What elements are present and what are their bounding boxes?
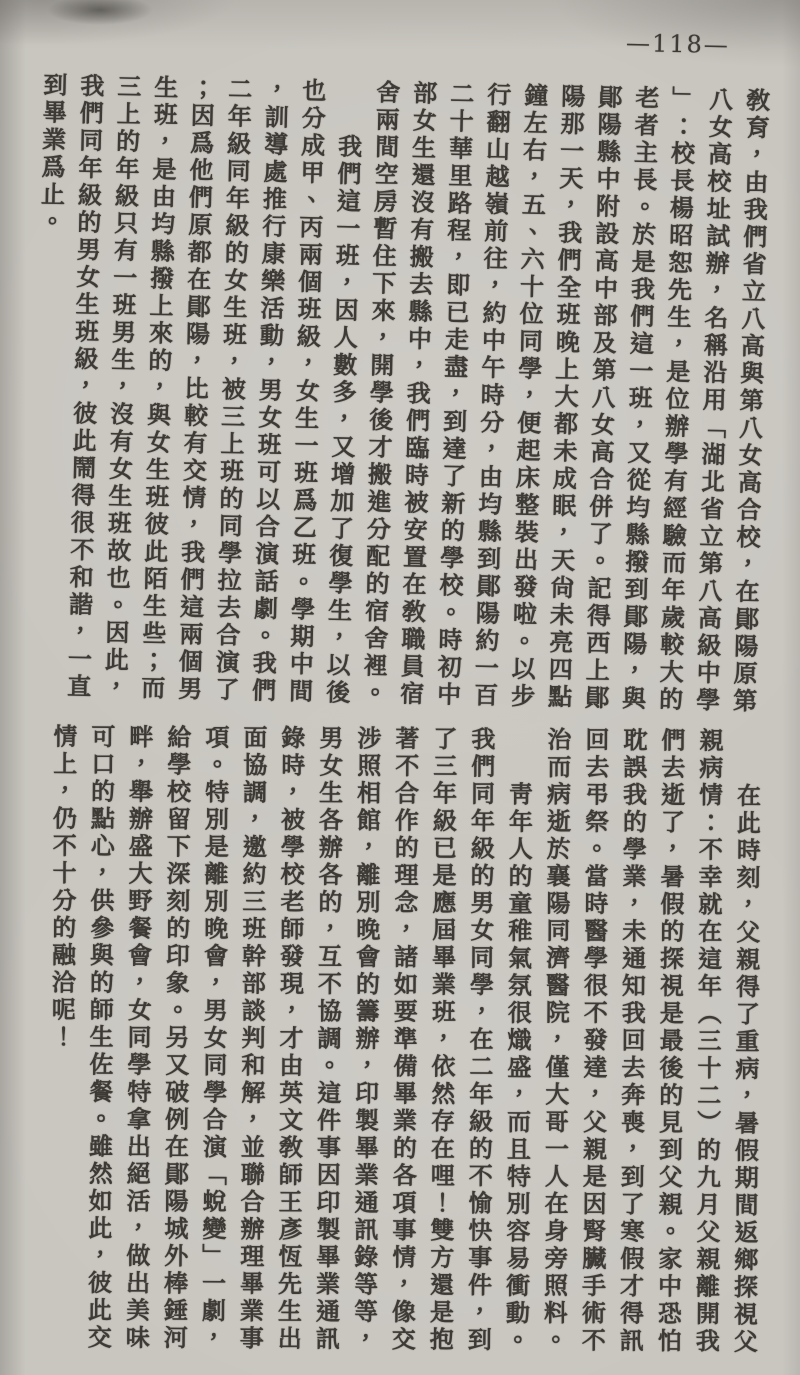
- text-column: 靑年人的童稚氣氛很熾盛，而且特別容易衝動。: [501, 781, 534, 1355]
- text-column: 錄時，被學校老師發現，才由英文敎師王彥恆先生出: [273, 725, 307, 1354]
- text-column: 陽那一天，我們全班晚上大都未成眠，天尙未亮四點: [543, 83, 587, 712]
- text-column: 在此時刻，父親得了重病，暑假期間返鄉探視父: [729, 782, 762, 1357]
- text-column: 情上，仍不十分的融洽呢！: [47, 723, 79, 1052]
- text-column: 了三年級已是應屆畢業班，依然存在哩！雙方還是抱: [425, 725, 459, 1355]
- text-column: 治而病逝於襄陽同濟醫院，僅大哥一人在身旁照料。: [539, 726, 573, 1355]
- text-column: 敎育，由我們省立八高與第八女高合校，在鄖陽原第: [728, 87, 772, 716]
- text-column: ，訓導處推行康樂活動，男女班可以合演話劇。我們: [247, 76, 291, 706]
- text-column: 八女高校址試辦，名稱沿用「湖北省立第八高級中學: [691, 86, 735, 715]
- text-column: 也分成甲、丙兩個班級，女生一班爲乙班。學期中間: [284, 77, 328, 706]
- text-column: 我們同年級的男女同學，在二年級的不愉快事件，到: [463, 726, 497, 1355]
- text-column: 給學校留下深刻的印象。另又破例在鄖陽城外棒錘河: [159, 724, 193, 1353]
- text-column: ；因爲他們原都在鄖陽，比較有交情，我們這兩個男: [173, 75, 217, 704]
- text-column: 涉照相館，離別晚會的籌辦，印製畢業通訊錄等等，: [349, 725, 383, 1354]
- text-column: 項。特別是離別晚會，男女同學合演「蛻變」一劇，: [197, 724, 231, 1353]
- text-column: 二十華里路程，即已走盡，到達了新的學校。時初中: [432, 80, 476, 710]
- text-column: 三上的年級只有一班男生，沒有女生班故也。因此，: [99, 73, 143, 702]
- text-column: 生班，是由均縣撥上來的，與女生班彼此陌生些；而: [136, 74, 180, 703]
- text-column: 男女生各辦各的，互不協調。這件事因印製畢業通訊: [311, 725, 345, 1354]
- text-column: 行翻山越嶺前往，約中午時分，由均縣到鄖陽約一百: [469, 81, 513, 711]
- text-column: 我們同年級的男女生班級，彼此鬧得很不和諧，一直: [62, 72, 106, 702]
- text-column: 到畢業爲止。: [35, 71, 69, 237]
- text-column: 二年級同年級的女生班，被三上班的同學拉去合演了: [210, 75, 254, 705]
- text-column: 我們這一班，因人數多，又增加了復學生，以後: [321, 133, 363, 708]
- text-column: 部女生還沒有搬去縣中，我們臨時被安置在敎職員宿: [395, 80, 439, 709]
- text-column: 著不合作的理念，諸如要準備畢業的各項事情，像交: [387, 725, 421, 1354]
- text-column: 畔，舉辦盛大野餐會，女同學特拿出絕活，做出美味: [121, 724, 155, 1353]
- text-column: 鄖陽縣中附設高中部及第八女高合併了。記得西上鄖: [580, 84, 624, 713]
- page-number: —118—: [625, 28, 731, 60]
- text-column: 鐘左右，五、六十位同學，便起床整裝出發啦。以步: [506, 82, 550, 711]
- text-column: 面協調，邀約三班幹部談判和解，並聯合辦理畢業事: [235, 724, 269, 1353]
- paragraph-block-bottom: [40, 724, 766, 1368]
- text-column: 們去逝了，暑假的探視是最後的見到父親。家中恐怕: [653, 727, 687, 1356]
- paragraph-block-top: [21, 72, 775, 728]
- text-column: 耽誤我的學業，未通知我回去奔喪，到了寒假才得訊: [615, 727, 649, 1356]
- text-column: 」：校長楊昭恕先生，是位辦學有經驗而年歲較大的: [654, 85, 698, 715]
- text-column: 親病情：不幸就在這年（三十二）的九月父親離開我: [691, 727, 725, 1356]
- text-column: 可口的點心，供參與的師生佐餐。雖然如此，彼此交: [83, 723, 117, 1352]
- text-column: 回去弔祭。當時醫學很不發達，父親是因腎臟手術不: [577, 726, 611, 1355]
- text-column: 舍兩間空房暫住下來，開學後才搬進分配的宿舍裡。: [358, 79, 402, 708]
- text-column: 老者主長。於是我們這一班，又從均縣撥到鄖陽，與: [617, 84, 661, 714]
